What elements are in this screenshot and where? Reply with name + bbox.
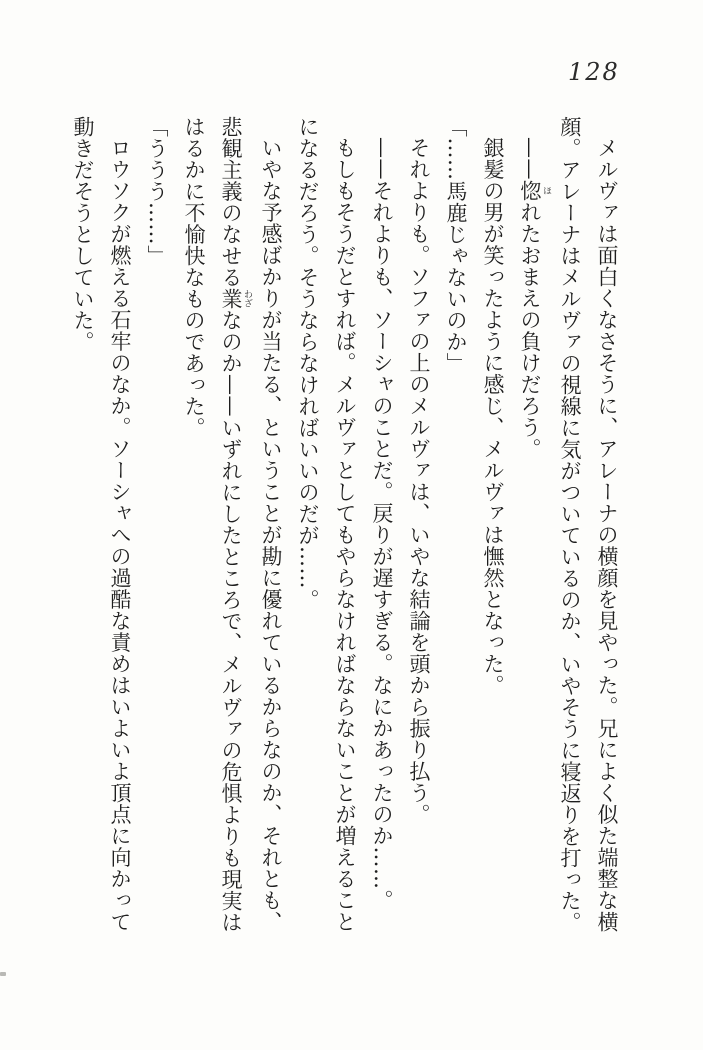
text-line: 「ううう……」	[145, 116, 169, 267]
text-line: ——惚 ほれたおまえの負けだろう。	[518, 137, 551, 460]
text-line: 「……馬鹿じゃないのか」	[444, 116, 468, 374]
ruby-annotated-kanji: 業 わざ	[219, 288, 252, 310]
text-block	[64, 116, 625, 1006]
text-line: それよりも。ソファの上のメルヴァは、いやな結論を頭から振り払う。	[407, 137, 431, 825]
text-line: 銀髪の男が笑ったように感じ、メルヴァは憮然となった。	[481, 137, 505, 696]
ruby-annotated-kanji: 惚 ほ	[518, 180, 551, 202]
text-line: ロウソクが燃える石牢のなか。ソーシャへの過酷な責めはいよいよ頂点に向かって	[108, 137, 132, 933]
text-line: はるかに不愉快なものであった。	[182, 116, 206, 439]
text-line: 動きだそうとしていた。	[71, 116, 95, 353]
text-line: になるだろう。そうならなければいいのだが……。	[296, 116, 320, 611]
text-line: 悲観主義のなせる業 わざなのか——いずれにしたところで、メルヴァの危惧よりも現実は	[219, 116, 252, 933]
text-line: ——それよりも、ソーシャのことだ。戻りが遅すぎる。なにかあったのか……。	[370, 137, 394, 911]
page-number: 128	[568, 58, 620, 86]
text-line: 顔。アレーナはメルヴァの視線に気がついているのか、いやそうに寝返りを打った。	[558, 116, 582, 933]
text-line: もしもそうだとすれば。メルヴァとしてもやらなければならないことが増えること	[333, 137, 357, 933]
scan-artifact	[0, 972, 6, 976]
text-line: いやな予感ばかりが当たる、ということが勘に優れているからなのか、それとも、	[259, 137, 283, 933]
text-line: メルヴァは面白くなさそうに、アレーナの横顔を見やった。兄によく似た端整な横	[595, 137, 619, 933]
